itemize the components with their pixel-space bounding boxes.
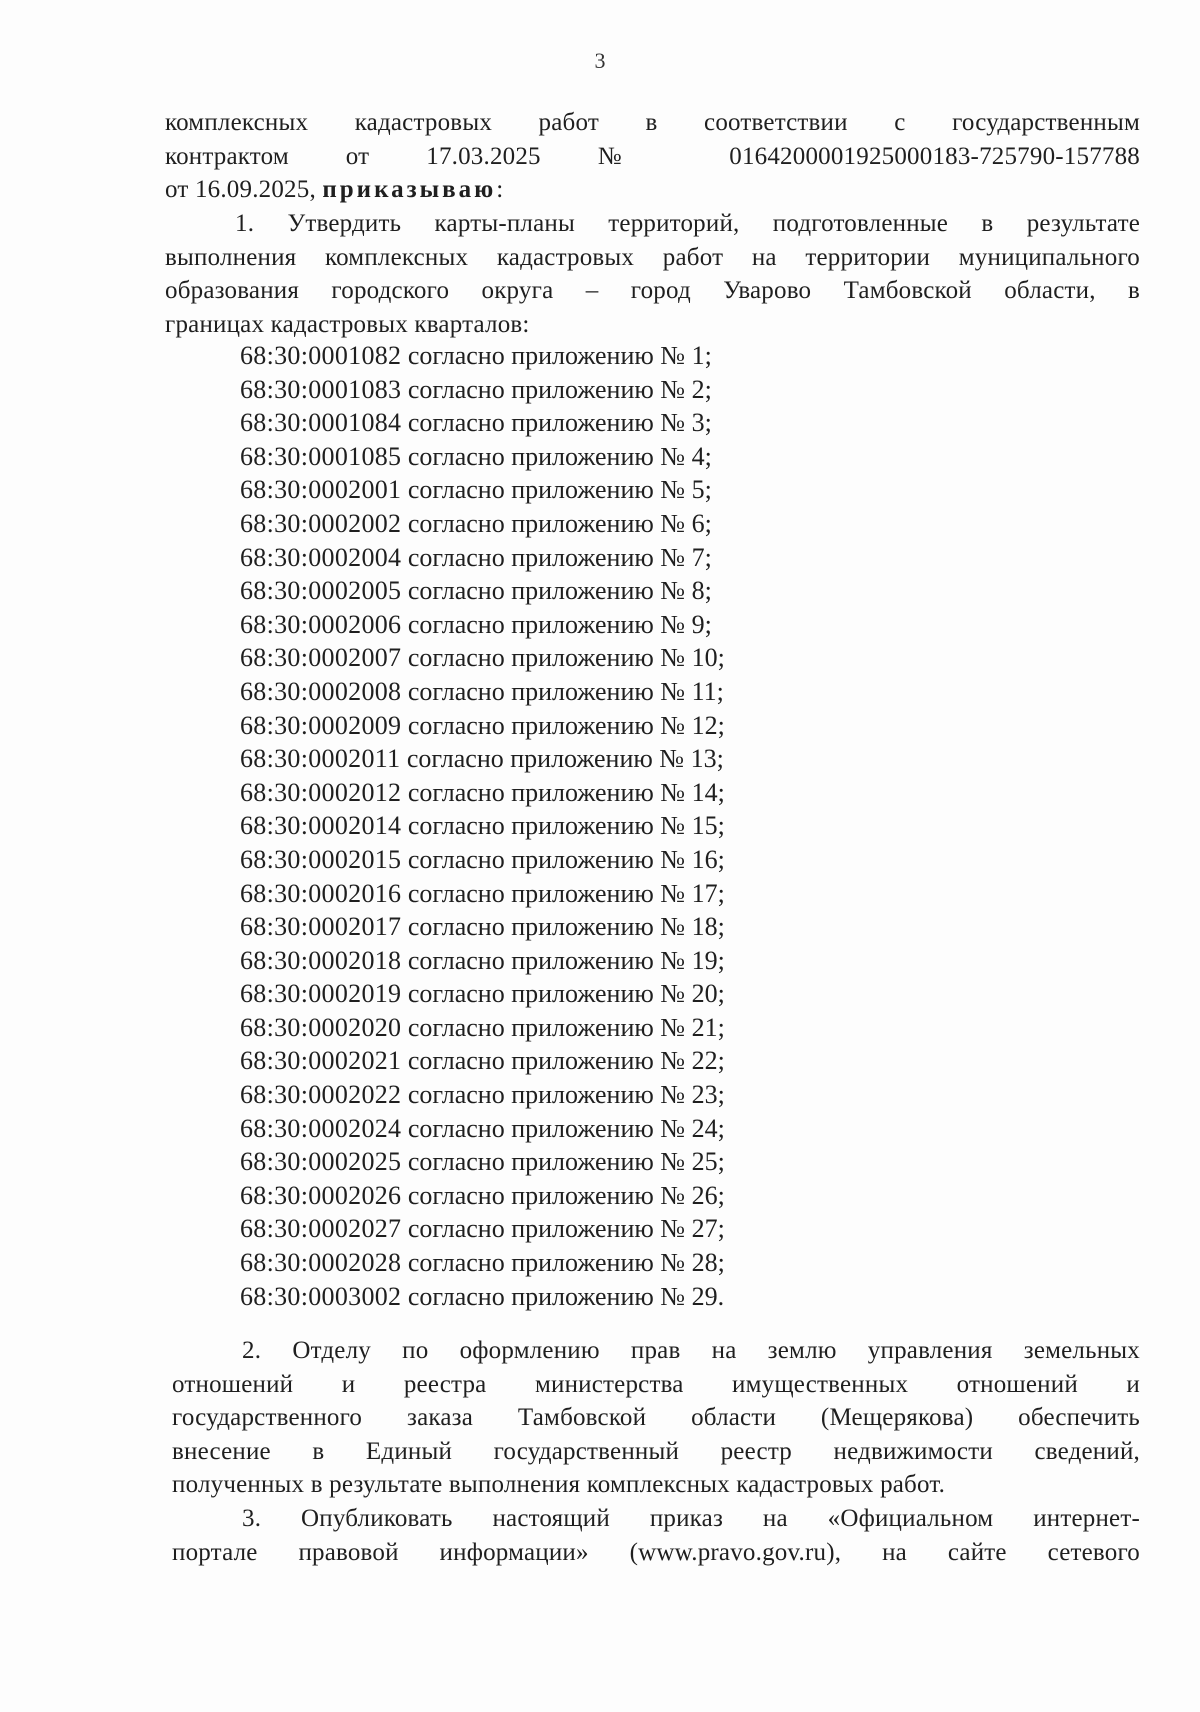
quarter-list-item	[240, 1179, 725, 1213]
quarter-number: 68:30:0003002	[240, 1281, 402, 1311]
quarter-appendix-ref: согласно приложению № 13;	[406, 744, 724, 774]
quarter-list-item	[240, 1246, 725, 1280]
quarter-number: 68:30:0002019	[240, 979, 402, 1009]
quarter-appendix-ref: согласно приложению № 4;	[407, 441, 712, 471]
quarter-number: 68:30:0002005	[240, 576, 402, 606]
item-1-line-4: границах кадастровых кварталов:	[165, 310, 530, 338]
quarter-list-item	[240, 910, 725, 944]
quarter-number: 68:30:0001083	[240, 374, 402, 404]
quarter-number: 68:30:0002024	[240, 1113, 402, 1143]
intro-line-3	[165, 173, 1140, 207]
quarter-appendix-ref: согласно приложению № 22;	[407, 1046, 725, 1076]
item-3-line-2: портале правовой информации» (www.pravo.gov.ru), на сайте сетевого	[172, 1538, 1140, 1566]
quarter-appendix-ref: согласно приложению № 25;	[407, 1147, 725, 1177]
quarter-appendix-ref: согласно приложению № 15;	[407, 811, 725, 841]
order-word: приказываю	[322, 176, 497, 203]
page-number: 3	[594, 48, 606, 73]
quarter-list-item	[240, 709, 725, 743]
quarter-number: 68:30:0002002	[240, 508, 402, 538]
quarter-list-item	[240, 440, 725, 474]
item-2-line-2: отношений и реестра министерства имущественных отношений и	[172, 1370, 1140, 1398]
quarter-appendix-ref: согласно приложению № 2;	[407, 374, 712, 404]
quarter-number: 68:30:0002017	[240, 912, 402, 942]
quarter-number: 68:30:0001082	[240, 341, 402, 370]
quarter-appendix-ref: согласно приложению № 24;	[407, 1113, 725, 1143]
quarter-number: 68:30:0002007	[240, 643, 402, 673]
quarter-list-item	[240, 742, 725, 776]
quarter-list-item	[240, 507, 725, 541]
quarter-appendix-ref: согласно приложению № 1;	[407, 341, 712, 370]
quarter-appendix-ref: согласно приложению № 20;	[407, 979, 725, 1009]
intro-paragraph	[165, 106, 1140, 207]
intro-line-2: контрактом от 17.03.2025 № 0164200001925000183-725790-157788	[165, 142, 1140, 170]
quarter-list-item	[240, 608, 725, 642]
quarter-number: 68:30:0002020	[240, 1012, 402, 1042]
quarter-appendix-ref: согласно приложению № 17;	[407, 878, 725, 908]
item-1-paragraph	[165, 207, 1140, 341]
quarter-number: 68:30:0002014	[240, 811, 402, 841]
quarter-appendix-ref: согласно приложению № 19;	[407, 945, 725, 975]
quarter-number: 68:30:0002022	[240, 1080, 402, 1110]
quarter-list-item	[240, 1280, 725, 1314]
quarter-list-item	[240, 1011, 725, 1045]
quarter-appendix-ref: согласно приложению № 10;	[407, 643, 725, 673]
quarter-number: 68:30:0002028	[240, 1248, 402, 1278]
quarter-list-item	[240, 944, 725, 978]
quarter-appendix-ref: согласно приложению № 6;	[407, 508, 712, 538]
quarter-appendix-ref: согласно приложению № 14;	[407, 777, 725, 807]
quarter-list-item	[240, 339, 725, 373]
quarter-appendix-ref: согласно приложению № 29.	[407, 1281, 725, 1311]
intro-line-1: комплексных кадастровых работ в соответствии с государственным	[165, 109, 1140, 136]
quarter-number: 68:30:0002012	[240, 777, 402, 807]
intro-colon: :	[496, 176, 504, 203]
quarter-list-item	[240, 843, 725, 877]
quarter-appendix-ref: согласно приложению № 8;	[407, 576, 712, 606]
quarter-list-item	[240, 675, 725, 709]
quarter-list-item	[240, 977, 725, 1011]
quarter-list-item	[240, 373, 725, 407]
quarter-number: 68:30:0002021	[240, 1046, 402, 1076]
item-2-line-3: государственного заказа Тамбовской области (Мещерякова) обеспечить	[172, 1404, 1140, 1431]
quarter-list-item	[240, 1112, 725, 1146]
quarter-list-item	[240, 1212, 725, 1246]
quarter-appendix-ref: согласно приложению № 28;	[407, 1248, 725, 1278]
quarter-number: 68:30:0002008	[240, 676, 402, 706]
item-1-line-1: 1. Утвердить карты-планы территорий, подготовленные в результате	[235, 210, 1140, 237]
quarter-number: 68:30:0002011	[240, 744, 401, 774]
item-3-paragraph	[172, 1502, 1140, 1569]
quarter-list-item	[240, 1145, 725, 1179]
item-2-line-5: полученных в результате выполнения комплексных кадастровых работ.	[172, 1471, 946, 1498]
quarter-appendix-ref: согласно приложению № 11;	[407, 676, 724, 706]
cadastral-quarter-list	[240, 339, 725, 1313]
quarter-appendix-ref: согласно приложению № 7;	[407, 542, 712, 572]
quarter-number: 68:30:0002009	[240, 710, 402, 740]
quarter-appendix-ref: согласно приложению № 27;	[407, 1214, 725, 1244]
quarter-list-item	[240, 641, 725, 675]
quarter-list-item	[240, 776, 725, 810]
item-3-line-1: 3. Опубликовать настоящий приказ на «Официальном интернет-	[242, 1505, 1140, 1532]
quarter-appendix-ref: согласно приложению № 12;	[407, 710, 725, 740]
quarter-list-item	[240, 809, 725, 843]
quarter-list-item	[240, 574, 725, 608]
quarter-appendix-ref: согласно приложению № 9;	[407, 609, 712, 639]
item-1-line-3: образования городского округа – город Уварово Тамбовской области, в	[165, 277, 1140, 304]
quarter-appendix-ref: согласно приложению № 16;	[407, 844, 725, 874]
quarter-number: 68:30:0002026	[240, 1180, 402, 1210]
quarter-number: 68:30:0002016	[240, 878, 402, 908]
quarter-number: 68:30:0002004	[240, 542, 402, 572]
item-2-line-4: внесение в Единый государственный реестр недвижимости сведений,	[172, 1437, 1140, 1465]
quarter-list-item	[240, 406, 725, 440]
quarter-appendix-ref: согласно приложению № 3;	[407, 408, 712, 438]
quarter-list-item	[240, 541, 725, 575]
item-2-paragraph	[172, 1334, 1140, 1502]
quarter-number: 68:30:0002001	[240, 475, 402, 505]
quarter-number: 68:30:0002018	[240, 945, 402, 975]
quarter-appendix-ref: согласно приложению № 21;	[407, 1012, 725, 1042]
quarter-appendix-ref: согласно приложению № 18;	[407, 912, 725, 942]
quarter-number: 68:30:0002006	[240, 609, 402, 639]
quarter-number: 68:30:0002027	[240, 1214, 402, 1244]
quarter-number: 68:30:0002025	[240, 1147, 402, 1177]
quarter-number: 68:30:0001085	[240, 441, 402, 471]
quarter-number: 68:30:0001084	[240, 408, 402, 438]
quarter-list-item	[240, 1044, 725, 1078]
quarter-appendix-ref: согласно приложению № 5;	[407, 475, 712, 505]
quarter-number: 68:30:0002015	[240, 844, 402, 874]
quarter-list-item	[240, 877, 725, 911]
quarter-list-item	[240, 1078, 725, 1112]
quarter-appendix-ref: согласно приложению № 23;	[407, 1080, 725, 1110]
intro-date: от 16.09.2025,	[165, 176, 316, 203]
quarter-list-item	[240, 473, 725, 507]
item-1-line-2: выполнения комплексных кадастровых работ на территории муниципального	[165, 243, 1140, 271]
item-2-line-1: 2. Отделу по оформлению прав на землю управления земельных	[242, 1337, 1140, 1364]
quarter-appendix-ref: согласно приложению № 26;	[407, 1180, 725, 1210]
